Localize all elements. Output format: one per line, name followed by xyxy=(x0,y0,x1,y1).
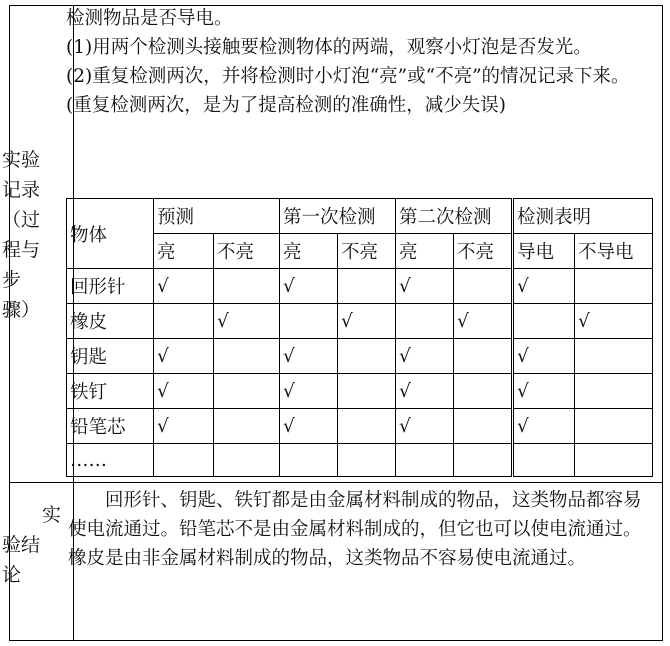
check-cell xyxy=(513,444,575,477)
check-cell xyxy=(338,444,396,477)
object-name: 回形针 xyxy=(67,269,154,304)
check-cell xyxy=(513,304,575,339)
conclusion-label-line: 实 xyxy=(42,504,62,526)
check-cell: √ xyxy=(154,339,214,374)
subheader: 不亮 xyxy=(214,234,280,269)
record-label-line: （过 xyxy=(2,209,41,231)
group-header: 检测表明 xyxy=(513,199,653,234)
instruction-intro: 检测物品是否导电。 xyxy=(66,8,233,29)
check-cell: √ xyxy=(396,409,454,444)
table-row xyxy=(67,339,653,374)
instruction-step-1: (1)用两个检测头接触要检测物体的两端，观察小灯泡是否发光。 xyxy=(66,37,592,58)
check-cell xyxy=(154,304,214,339)
subheader: 亮 xyxy=(280,234,338,269)
check-cell xyxy=(454,339,513,374)
subheader: 不导电 xyxy=(575,234,653,269)
check-cell xyxy=(214,339,280,374)
record-label-line: 程与 xyxy=(2,239,41,261)
record-label-line: 步 xyxy=(2,269,22,291)
table-row xyxy=(67,374,653,409)
check-cell: √ xyxy=(280,339,338,374)
check-cell: √ xyxy=(513,339,575,374)
check-cell xyxy=(214,374,280,409)
record-label-line: 实验 xyxy=(2,149,41,171)
check-cell: √ xyxy=(154,269,214,304)
check-cell: √ xyxy=(280,269,338,304)
object-name: 铁钉 xyxy=(67,374,154,409)
check-cell xyxy=(454,444,513,477)
check-cell xyxy=(396,444,454,477)
object-name: 橡皮 xyxy=(67,304,154,339)
conclusion-text: 回形针、钥匙、铁钉都是由金属材料制成的物品，这类物品都容易使电流通过。铅笔芯不是由金属材料制成的，但它也可以使电流通过。橡皮是由非金属材料制成的物品，这类物品不容易使电流通过。 xyxy=(68,490,642,569)
conclusion-label-line: 验结 xyxy=(2,534,41,556)
record-instructions xyxy=(66,4,651,120)
check-cell: √ xyxy=(513,374,575,409)
check-cell xyxy=(575,444,653,477)
check-cell: √ xyxy=(396,339,454,374)
check-cell xyxy=(575,269,653,304)
group-header: 第二次检测 xyxy=(396,199,513,234)
check-cell xyxy=(214,409,280,444)
subheader: 亮 xyxy=(154,234,214,269)
subheader: 不亮 xyxy=(338,234,396,269)
check-cell xyxy=(396,304,454,339)
conclusion-section-label xyxy=(2,500,64,590)
section-divider xyxy=(10,482,662,483)
check-cell xyxy=(575,339,653,374)
check-cell xyxy=(575,409,653,444)
check-cell xyxy=(338,409,396,444)
object-name: …… xyxy=(67,444,154,477)
check-cell: √ xyxy=(396,374,454,409)
check-cell: √ xyxy=(154,374,214,409)
object-name: 铅笔芯 xyxy=(67,409,154,444)
check-cell: √ xyxy=(214,304,280,339)
check-cell xyxy=(575,374,653,409)
subheader: 亮 xyxy=(396,234,454,269)
check-cell: √ xyxy=(280,409,338,444)
table-row xyxy=(67,444,653,477)
record-label-line: 记录 xyxy=(2,179,41,201)
record-section-label xyxy=(2,145,60,325)
check-cell: √ xyxy=(575,304,653,339)
check-cell xyxy=(338,269,396,304)
record-label-line: 骤） xyxy=(2,299,41,321)
table-row xyxy=(67,409,653,444)
check-cell: √ xyxy=(513,269,575,304)
check-cell xyxy=(338,374,396,409)
check-cell xyxy=(454,409,513,444)
check-cell xyxy=(214,269,280,304)
check-cell: √ xyxy=(396,269,454,304)
subheader: 导电 xyxy=(513,234,575,269)
check-cell: √ xyxy=(513,409,575,444)
check-cell xyxy=(454,269,513,304)
group-header: 预测 xyxy=(154,199,280,234)
check-cell xyxy=(214,444,280,477)
check-cell xyxy=(280,304,338,339)
check-cell xyxy=(338,339,396,374)
table-row xyxy=(67,304,653,339)
instruction-step-2: (2)重复检测两次，并将检测时小灯泡“亮”或“不亮”的情况记录下来。(重复检测两次，是为了提高检测的准确性，减少失误) xyxy=(66,66,630,116)
check-cell xyxy=(280,444,338,477)
conclusion-label-line: 论 xyxy=(2,564,22,586)
table-row xyxy=(67,269,653,304)
check-cell: √ xyxy=(154,409,214,444)
check-cell: √ xyxy=(338,304,396,339)
detection-table xyxy=(66,198,653,477)
check-cell xyxy=(454,374,513,409)
check-cell xyxy=(154,444,214,477)
check-cell: √ xyxy=(454,304,513,339)
object-name: 钥匙 xyxy=(67,339,154,374)
check-cell: √ xyxy=(280,374,338,409)
subheader: 不亮 xyxy=(454,234,513,269)
group-header: 第一次检测 xyxy=(280,199,396,234)
object-header: 物体 xyxy=(67,199,154,269)
